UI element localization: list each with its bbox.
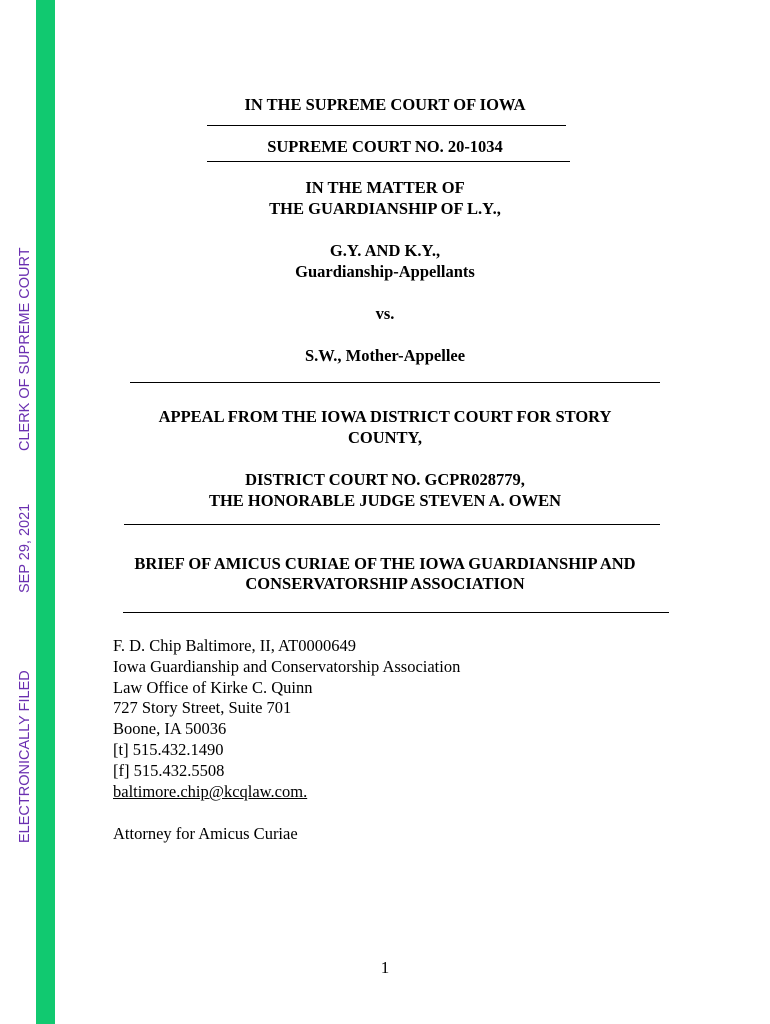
appeal-line-1: APPEAL FROM THE IOWA DISTRICT COURT FOR STORY — [158, 407, 612, 426]
court-title: IN THE SUPREME COURT OF IOWA — [244, 95, 526, 114]
district-line-1: DISTRICT COURT NO. GCPR028779, — [245, 470, 525, 489]
appellants-names: G.Y. AND K.Y., — [329, 241, 441, 260]
versus: vs. — [375, 304, 395, 323]
attorney-for: Attorney for Amicus Curiae — [113, 824, 298, 843]
appeal-line-2: COUNTY, — [347, 428, 423, 447]
brief-title-line-2: CONSERVATORSHIP ASSOCIATION — [245, 574, 525, 593]
matter-line-1: IN THE MATTER OF — [305, 178, 465, 197]
counsel-street: 727 Story Street, Suite 701 — [113, 698, 292, 718]
divider — [123, 612, 669, 613]
counsel-firm: Law Office of Kirke C. Quinn — [113, 677, 313, 697]
counsel-block — [113, 636, 460, 802]
divider — [130, 382, 660, 383]
counsel-city: Boone, IA 50036 — [113, 719, 227, 739]
counsel-fax: [f] 515.432.5508 — [113, 760, 225, 780]
filing-stamp — [0, 0, 36, 1024]
divider — [124, 524, 660, 525]
district-line-2: THE HONORABLE JUDGE STEVEN A. OWEN — [208, 491, 562, 510]
counsel-phone: [t] 515.432.1490 — [113, 739, 224, 759]
appellants-role: Guardianship-Appellants — [295, 262, 475, 281]
page-number: 1 — [380, 958, 390, 977]
counsel-email-link[interactable]: baltimore.chip@kcqlaw.com. — [113, 781, 308, 801]
case-number: SUPREME COURT NO. 20-1034 — [267, 137, 503, 156]
brief-title-line-1: BRIEF OF AMICUS CURIAE OF THE IOWA GUARDIANSHIP AND — [134, 554, 636, 573]
filing-side-bar — [36, 0, 55, 1024]
stamp-filed-text: ELECTRONICALLY FILED — [17, 670, 33, 843]
divider — [207, 125, 566, 126]
counsel-organization: Iowa Guardianship and Conservatorship Association — [113, 656, 461, 676]
stamp-clerk-text: CLERK OF SUPREME COURT — [17, 247, 33, 451]
appellee: S.W., Mother-Appellee — [304, 346, 466, 365]
counsel-name: F. D. Chip Baltimore, II, AT0000649 — [113, 636, 356, 655]
divider — [207, 161, 570, 162]
stamp-date-text: SEP 29, 2021 — [17, 503, 33, 593]
matter-line-2: THE GUARDIANSHIP OF L.Y., — [269, 199, 501, 218]
